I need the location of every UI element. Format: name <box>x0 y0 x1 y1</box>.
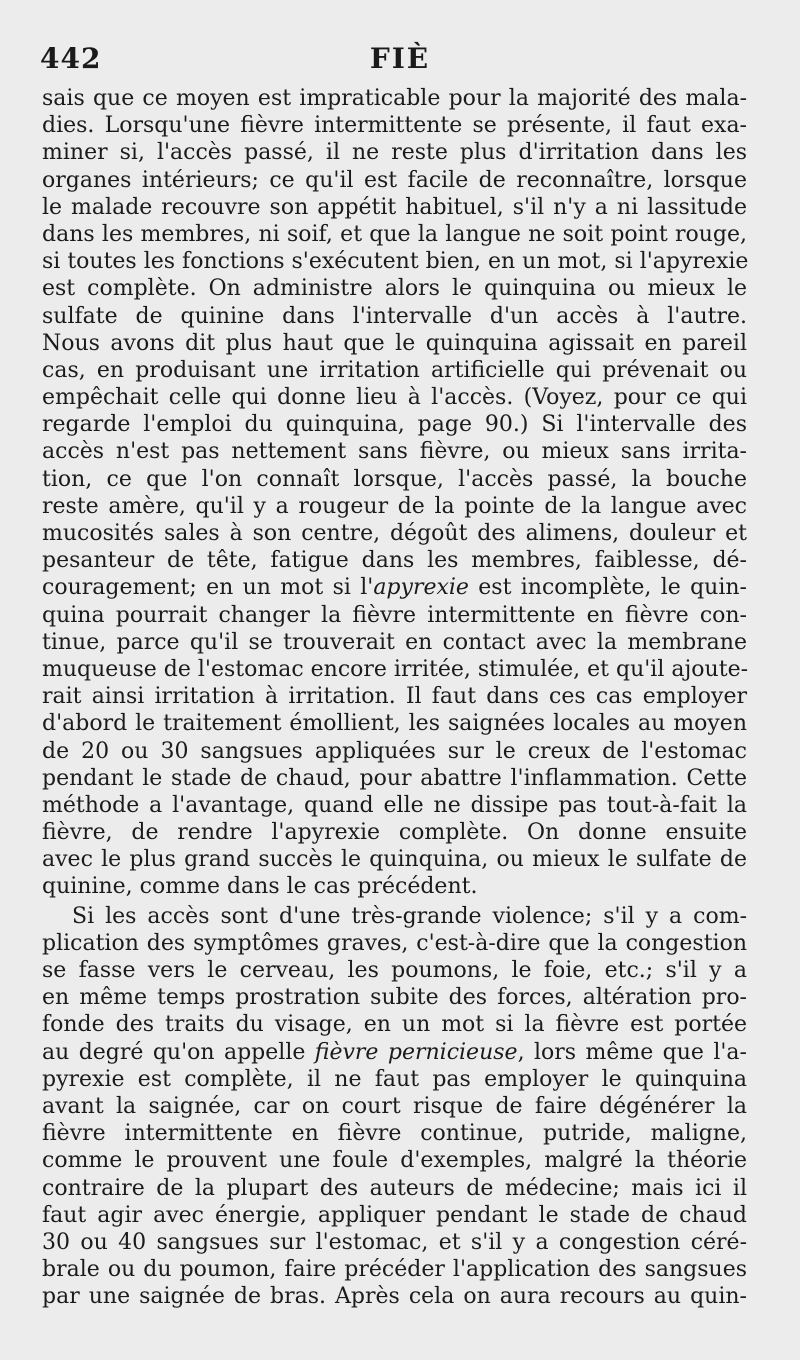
text-line: muqueuse de l'estomac encore irritée, stimulée, et qu'il ajoute- <box>42 656 749 682</box>
text-line: avec le plus grand succès le quinquina, ou mieux le sulfate de <box>42 847 747 873</box>
text-line: miner si, l'accès passé, il ne reste plus d'irritation dans les <box>42 140 747 166</box>
text-line: fièvre, de rendre l'apyrexie complète. On donne ensuite <box>42 820 747 846</box>
text-line: fièvre intermittente en fièvre continue, putride, maligne, <box>42 1121 747 1147</box>
text-line: pesanteur de tête, fatigue dans les membres, faiblesse, dé- <box>42 548 747 574</box>
text-line: de 20 ou 30 sangsues appliquées sur le creux de l'estomac <box>42 738 747 764</box>
text-line: en même temps prostration subite des forces, altération pro- <box>42 985 747 1011</box>
text-line: brale ou du poumon, faire précéder l'application des sangsues <box>42 1257 747 1283</box>
text-line: pendant le stade de chaud, pour abattre l'inflammation. Cette <box>42 765 747 791</box>
text-line: contraire de la plupart des auteurs de médecine; mais ici il <box>42 1175 747 1201</box>
page-header <box>40 42 760 82</box>
paragraph-2 <box>42 903 747 1311</box>
text-line: rait ainsi irritation à irritation. Il faut dans ces cas employer <box>42 684 747 710</box>
text-segment: est incomplète, le quin- <box>468 575 747 601</box>
text-line: Si les accès sont d'une très-grande violence; s'il y a com- <box>72 903 747 929</box>
text-line: empêchait celle qui donne lieu à l'accès. (Voyez, pour ce qui <box>42 385 747 411</box>
text-line-with-italic <box>42 574 747 601</box>
text-line: quina pourrait changer la fièvre intermittente en fièvre con- <box>42 602 747 628</box>
page-number: 442 <box>40 42 102 75</box>
text-line: d'abord le traitement émollient, les saignées locales au moyen <box>42 711 747 737</box>
text-line: mucosités sales à son centre, dégoût des alimens, douleur et <box>42 521 747 546</box>
text-line: accès n'est pas nettement sans fièvre, ou mieux sans irrita- <box>42 439 747 465</box>
paragraph-1 <box>42 85 747 901</box>
text-line: le malade recouvre son appétit habituel, s'il n'y a ni lassitude <box>42 194 747 220</box>
text-segment: couragement; en un mot si l' <box>42 575 374 601</box>
italic-term: fièvre pernicieuse <box>314 1039 518 1065</box>
text-line: sais que ce moyen est impraticable pour la majorité des mala- <box>42 86 747 111</box>
text-line: quinine, comme dans le cas précédent. <box>42 874 478 900</box>
text-line: Nous avons dit plus haut que le quinquina agissait en pareil <box>42 330 747 356</box>
italic-term: apyrexie <box>373 575 469 601</box>
text-line: avant la saignée, car on court risque de faire dégénérer la <box>42 1093 747 1119</box>
text-segment: au degré qu'on appelle <box>42 1039 315 1065</box>
text-line: par une saignée de bras. Après cela on aura recours au quin- <box>42 1284 747 1310</box>
text-line: faut agir avec énergie, appliquer pendant le stade de chaud <box>42 1202 747 1228</box>
text-line: tion, ce que l'on connaît lorsque, l'accès passé, la bouche <box>42 466 747 492</box>
text-line: pyrexie est complète, il ne faut pas employer le quinquina <box>42 1066 747 1092</box>
text-line: organes intérieurs; ce qu'il est facile de reconnaître, lorsque <box>42 167 747 193</box>
running-title: FIÈ <box>369 42 431 75</box>
text-line: dies. Lorsqu'une fièvre intermittente se présente, il faut exa- <box>42 113 747 139</box>
text-line: si toutes les fonctions s'exécutent bien, en un mot, si l'apyrexie <box>42 249 749 275</box>
text-line-with-italic <box>42 1039 747 1066</box>
text-line: est complète. On administre alors le quinquina ou mieux le <box>42 276 747 302</box>
text-segment: , lors même que l'a- <box>517 1039 747 1065</box>
text-line: méthode a l'avantage, quand elle ne dissipe pas tout-à-fait la <box>42 792 747 818</box>
text-line: dans les membres, ni soif, et que la langue ne soit point rouge, <box>42 221 747 247</box>
text-line: cas, en produisant une irritation artificielle qui prévenait ou <box>42 357 747 383</box>
text-line: tinue, parce qu'il se trouverait en contact avec la membrane <box>42 629 747 655</box>
text-line: sulfate de quinine dans l'intervalle d'un accès à l'autre. <box>42 303 747 329</box>
text-line: se fasse vers le cerveau, les poumons, le foie, etc.; s'il y a <box>42 958 747 983</box>
text-line: regarde l'emploi du quinquina, page 90.) Si l'intervalle des <box>42 412 747 438</box>
text-line: fonde des traits du visage, en un mot si la fièvre est portée <box>42 1012 747 1038</box>
text-line: reste amère, qu'il y a rougeur de la pointe de la langue avec <box>42 493 747 519</box>
text-line: plication des symptômes graves, c'est-à-dire que la congestion <box>42 930 747 956</box>
text-line: 30 ou 40 sangsues sur l'estomac, et s'il y a congestion céré- <box>42 1229 747 1255</box>
body-text <box>42 85 747 1310</box>
text-line: comme le prouvent une foule d'exemples, malgré la théorie <box>42 1148 747 1174</box>
